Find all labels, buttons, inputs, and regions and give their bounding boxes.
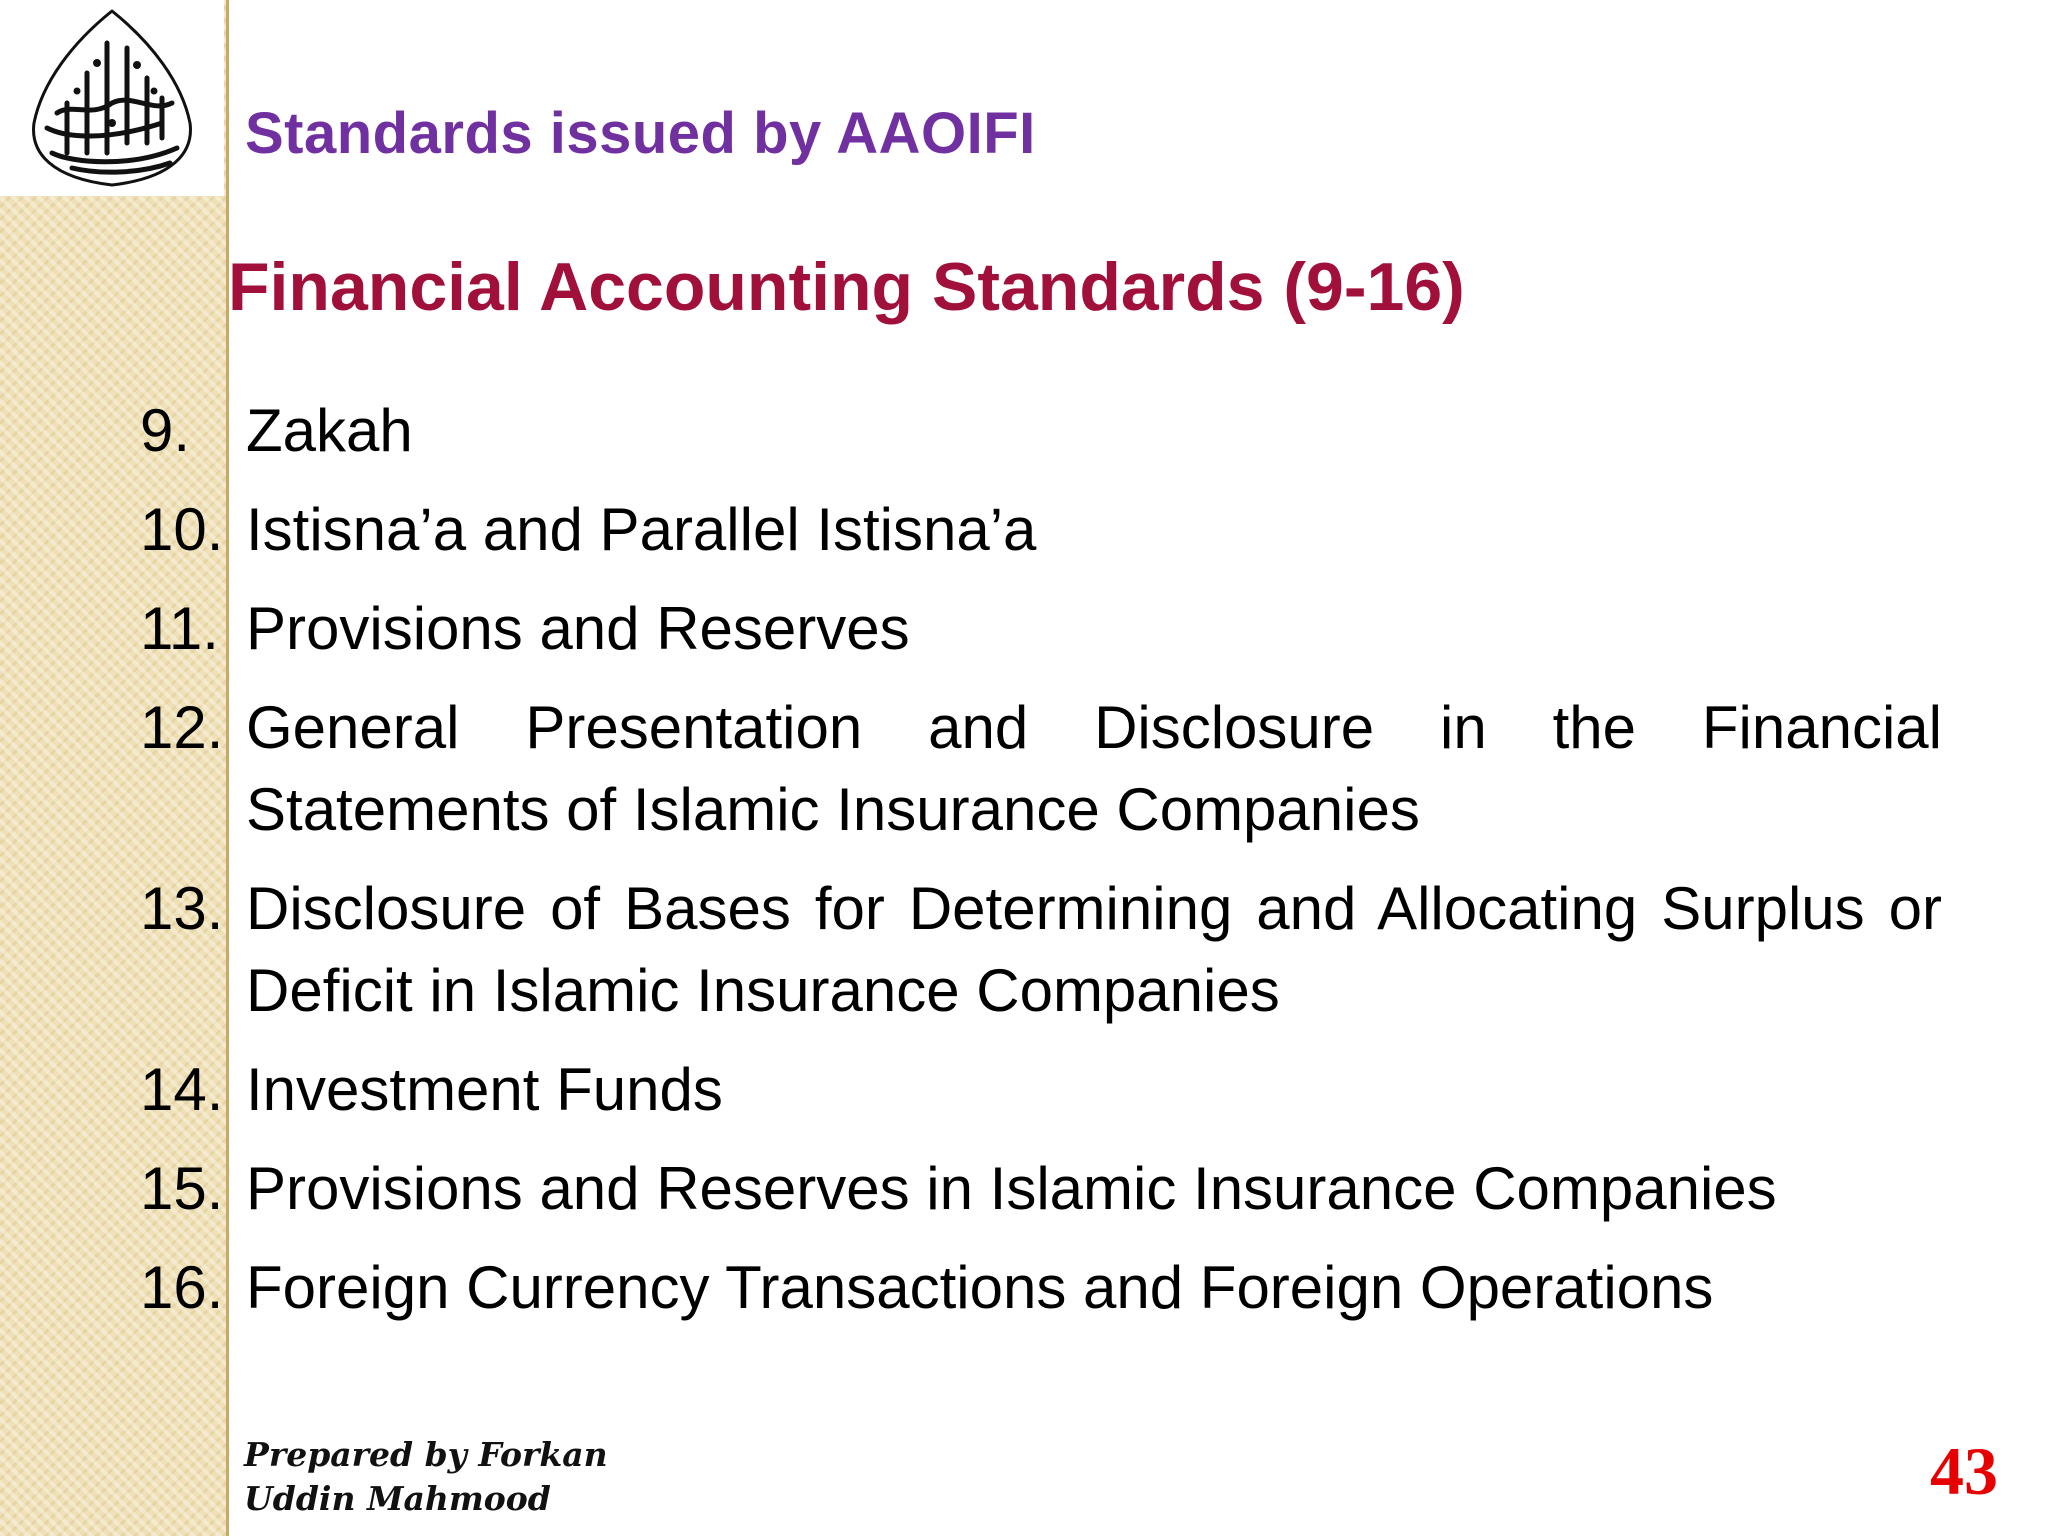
- list-item-text: Foreign Currency Transactions and Foreign Operations: [246, 1254, 1714, 1321]
- list-item-number: 13.: [140, 875, 224, 942]
- list-item-number: 11.: [140, 595, 219, 662]
- list-item-number: 15.: [140, 1155, 224, 1222]
- basmala-calligraphy-icon: [12, 3, 212, 193]
- list-item: [140, 588, 1942, 670]
- list-item-number: 10.: [140, 496, 224, 563]
- list-item: [140, 687, 1942, 851]
- top-heading: Standards issued by AAOIFI: [245, 101, 1036, 166]
- list-item: [140, 489, 1942, 571]
- list-item-number: 12.: [140, 694, 224, 761]
- author-credit: Prepared by Forkan Uddin Mahmood: [244, 1435, 608, 1518]
- list-item-text: Investment Funds: [246, 1056, 723, 1123]
- list-item: [140, 1049, 1942, 1131]
- list-item-number: 14.: [140, 1056, 224, 1123]
- list-item-text: Disclosure of Bases for Determining and Allocating Surplus or Deficit in Islamic Insurance Companies: [246, 875, 1942, 1024]
- page-number: 43: [1930, 1433, 1998, 1509]
- standards-list: [140, 390, 1942, 1346]
- list-item-number: 9.: [140, 397, 191, 464]
- list-item: [140, 1247, 1942, 1329]
- list-item-text: General Presentation and Disclosure in the Financial Statements of Islamic Insurance Companies: [246, 694, 1942, 843]
- list-item-text: Provisions and Reserves in Islamic Insurance Companies: [246, 1155, 1777, 1222]
- list-item-text: Zakah: [246, 397, 413, 464]
- list-item: [140, 390, 1942, 472]
- list-item-number: 16.: [140, 1254, 224, 1321]
- list-item-text: Provisions and Reserves: [246, 595, 910, 662]
- list-item-text: Istisna’a and Parallel Istisna’a: [246, 496, 1037, 563]
- list-item: [140, 868, 1942, 1032]
- list-item: [140, 1148, 1942, 1230]
- logo: [0, 0, 224, 196]
- slide-title: Financial Accounting Standards (9-16): [228, 249, 1465, 325]
